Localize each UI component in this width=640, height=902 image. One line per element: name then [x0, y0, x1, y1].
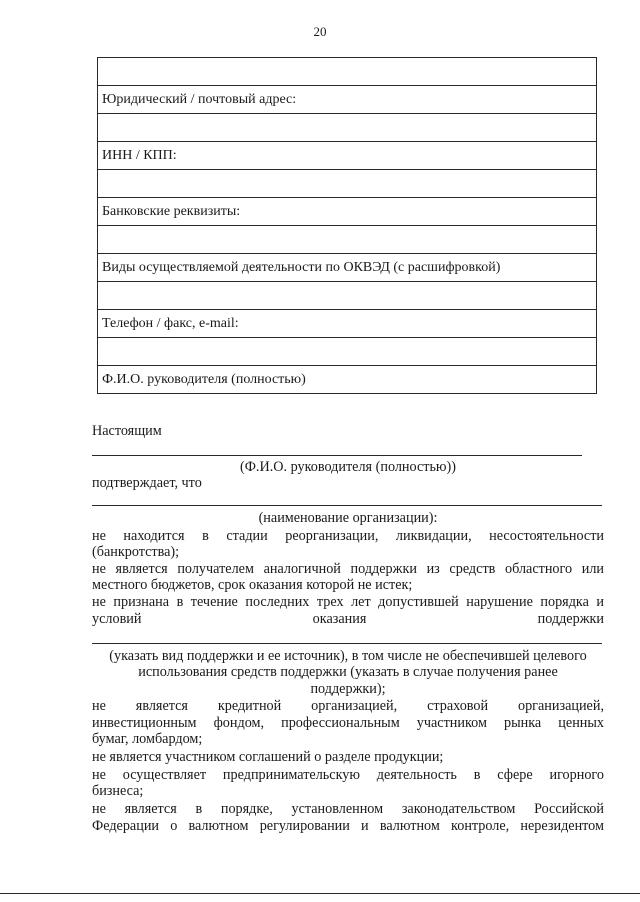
table-row [98, 170, 597, 198]
contacts-label-cell: Телефон / факс, e-mail: [98, 310, 597, 338]
support-type-blank-line[interactable] [92, 643, 602, 644]
page-number: 20 [313, 24, 327, 39]
director-fio-caption: (Ф.И.О. руководителя (полностью)) [240, 459, 456, 475]
clause-not-credit-org-line3: бумаг, ломбардом; [92, 731, 203, 747]
table-row [98, 226, 597, 254]
page-bottom-divider [0, 893, 640, 894]
intro-text: Настоящим [92, 423, 162, 439]
confirms-text: подтверждает, что [92, 475, 202, 491]
table-row [98, 254, 597, 282]
support-caption-line2: использования средств поддержки (указать в случае получения ранее [138, 664, 558, 680]
table-row [98, 282, 597, 310]
clause-not-psa-participant: не является участником соглашений о разделе продукции; [92, 749, 444, 765]
table-row [98, 366, 597, 394]
table-row [98, 58, 597, 86]
table-row [98, 86, 597, 114]
clause-not-credit-org-line2: инвестиционным фондом, профессиональным участником рынка ценных [92, 715, 604, 731]
clause-no-gambling-line2: бизнеса; [92, 783, 144, 799]
clause-no-support-line2: местного бюджетов, срок оказания которой не истек; [92, 577, 413, 593]
address-label-cell: Юридический / почтовый адрес: [98, 86, 597, 114]
support-caption-line3: поддержки); [310, 681, 386, 697]
okved-label-cell: Виды осуществляемой деятельности по ОКВЭД (с расшифровкой) [98, 254, 597, 282]
director-label-cell: Ф.И.О. руководителя (полностью) [98, 366, 597, 394]
table-row [98, 198, 597, 226]
org-name-blank-line[interactable] [92, 505, 602, 506]
director-fio-blank-line[interactable] [92, 455, 582, 456]
okved-fill-cell[interactable] [98, 282, 597, 310]
support-caption-line1: (указать вид поддержки и ее источник), в том числе не обеспечившей целевого [109, 648, 587, 664]
table-row [98, 310, 597, 338]
clause-not-credit-org-line1: не является кредитной организацией, страховой организацией, [92, 698, 604, 714]
blank-fill-cell[interactable] [98, 58, 597, 86]
inn-kpp-fill-cell[interactable] [98, 170, 597, 198]
applicant-info-table [97, 57, 597, 394]
clause-no-violation-line1: не признана в течение последних трех лет допустившей нарушение порядка и [92, 594, 604, 610]
bank-details-fill-cell[interactable] [98, 226, 597, 254]
clause-reorganization-line2: (банкротства); [92, 544, 180, 560]
contacts-fill-cell[interactable] [98, 338, 597, 366]
clause-no-support-line1: не является получателем аналогичной поддержки из средств областного или [92, 561, 604, 577]
table-row [98, 114, 597, 142]
clause-not-nonresident-line1: не является в порядке, установленном законодательством Российской [92, 801, 604, 817]
table-row [98, 142, 597, 170]
inn-kpp-label-cell: ИНН / КПП: [98, 142, 597, 170]
table-row [98, 338, 597, 366]
clause-no-violation-line2: условий оказания поддержки [92, 611, 604, 627]
clause-reorganization-line1: не находится в стадии реорганизации, ликвидации, несостоятельности [92, 528, 604, 544]
clause-no-gambling-line1: не осуществляет предпринимательскую деятельность в сфере игорного [92, 767, 604, 783]
address-fill-cell[interactable] [98, 114, 597, 142]
clause-not-nonresident-line2: Федерации о валютном регулировании и валютном контроле, нерезидентом [92, 818, 604, 834]
bank-details-label-cell: Банковские реквизиты: [98, 198, 597, 226]
org-name-caption: (наименование организации): [258, 510, 438, 526]
